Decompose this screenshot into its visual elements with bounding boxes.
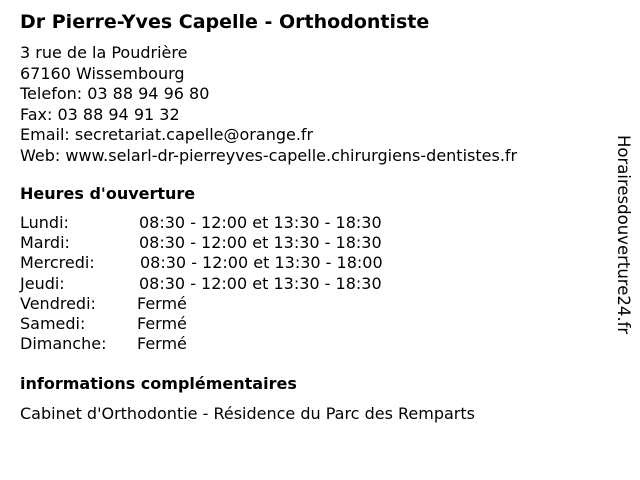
hours-value: Fermé bbox=[137, 293, 187, 313]
contact-block bbox=[20, 43, 517, 166]
day-label: Jeudi: bbox=[20, 273, 65, 293]
additional-info-heading: informations complémentaires bbox=[20, 374, 297, 393]
hours-value: Fermé bbox=[137, 313, 187, 333]
watermark bbox=[612, 135, 634, 371]
hours-value: 08:30 - 12:00 et 13:30 - 18:00 bbox=[140, 253, 383, 273]
email-line: Email: secretariat.capelle@orange.fr bbox=[20, 125, 314, 144]
hours-value: 08:30 - 12:00 et 13:30 - 18:30 bbox=[139, 273, 382, 293]
fax-line: Fax: 03 88 94 91 32 bbox=[20, 104, 180, 124]
day-label: Samedi: bbox=[20, 313, 86, 333]
hours-value: Fermé bbox=[137, 334, 187, 354]
hours-value: 08:30 - 12:00 et 13:30 - 18:30 bbox=[139, 213, 382, 232]
address-street: 3 rue de la Poudrière bbox=[20, 43, 188, 62]
day-label: Mardi: bbox=[20, 233, 70, 253]
opening-hours-heading: Heures d'ouverture bbox=[20, 184, 196, 203]
page-title: Dr Pierre-Yves Capelle - Orthodontiste bbox=[20, 11, 430, 33]
day-label: Dimanche: bbox=[20, 334, 107, 354]
additional-info-text: Cabinet d'Orthodontie - Résidence du Parc des Remparts bbox=[20, 404, 475, 423]
hours-value: 08:30 - 12:00 et 13:30 - 18:30 bbox=[139, 233, 382, 253]
address-city: 67160 Wissembourg bbox=[20, 63, 185, 83]
day-label: Vendredi: bbox=[20, 293, 96, 313]
website-line: Web: www.selarl-dr-pierreyves-capelle.chirurgiens-dentistes.fr bbox=[20, 145, 518, 165]
watermark-text: Horairesdouverture24.fr bbox=[614, 135, 633, 335]
phone-line: Telefon: 03 88 94 96 80 bbox=[20, 84, 210, 103]
day-label: Lundi: bbox=[20, 213, 69, 232]
day-label: Mercredi: bbox=[20, 253, 95, 273]
